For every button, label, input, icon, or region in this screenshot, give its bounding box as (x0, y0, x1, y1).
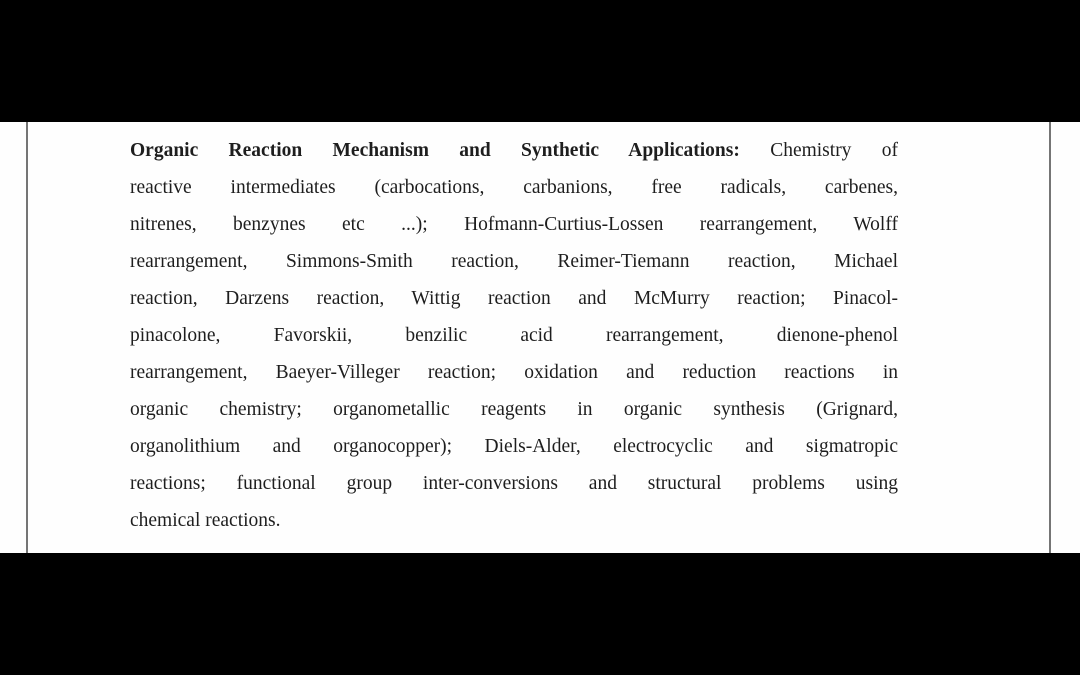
paragraph-line: organolithium and organocopper); Diels-Alder, electrocyclic and sigmatropic (130, 436, 898, 457)
paragraph-line: pinacolone, Favorskii, benzilic acid rearrangement, dienone-phenol (130, 325, 898, 346)
top-letterbox-bar (0, 0, 1080, 122)
paragraph-last-line: chemical reactions. (130, 510, 281, 531)
paragraph-line-text: Chemistry of (770, 140, 898, 161)
bottom-letterbox-bar (0, 553, 1080, 675)
section-heading: Organic Reaction Mechanism and Synthetic Applications: (130, 140, 740, 161)
page-right-border-rule (1049, 122, 1051, 553)
paragraph-line (130, 132, 898, 169)
syllabus-paragraph (130, 132, 898, 539)
paragraph-line: organic chemistry; organometallic reagents in organic synthesis (Grignard, (130, 399, 898, 420)
paragraph-line: reactive intermediates (carbocations, carbanions, free radicals, carbenes, (130, 177, 898, 198)
paragraph-line: reactions; functional group inter-conversions and structural problems using (130, 473, 898, 494)
paragraph-line: rearrangement, Baeyer-Villeger reaction; oxidation and reduction reactions in (130, 362, 898, 383)
paragraph-line: nitrenes, benzynes etc ...); Hofmann-Curtius-Lossen rearrangement, Wolff (130, 214, 898, 235)
paragraph-line: reaction, Darzens reaction, Wittig reaction and McMurry reaction; Pinacol- (130, 288, 898, 309)
paragraph-line: rearrangement, Simmons-Smith reaction, Reimer-Tiemann reaction, Michael (130, 251, 898, 272)
page-left-border-rule (26, 122, 28, 553)
document-page (0, 122, 1080, 553)
